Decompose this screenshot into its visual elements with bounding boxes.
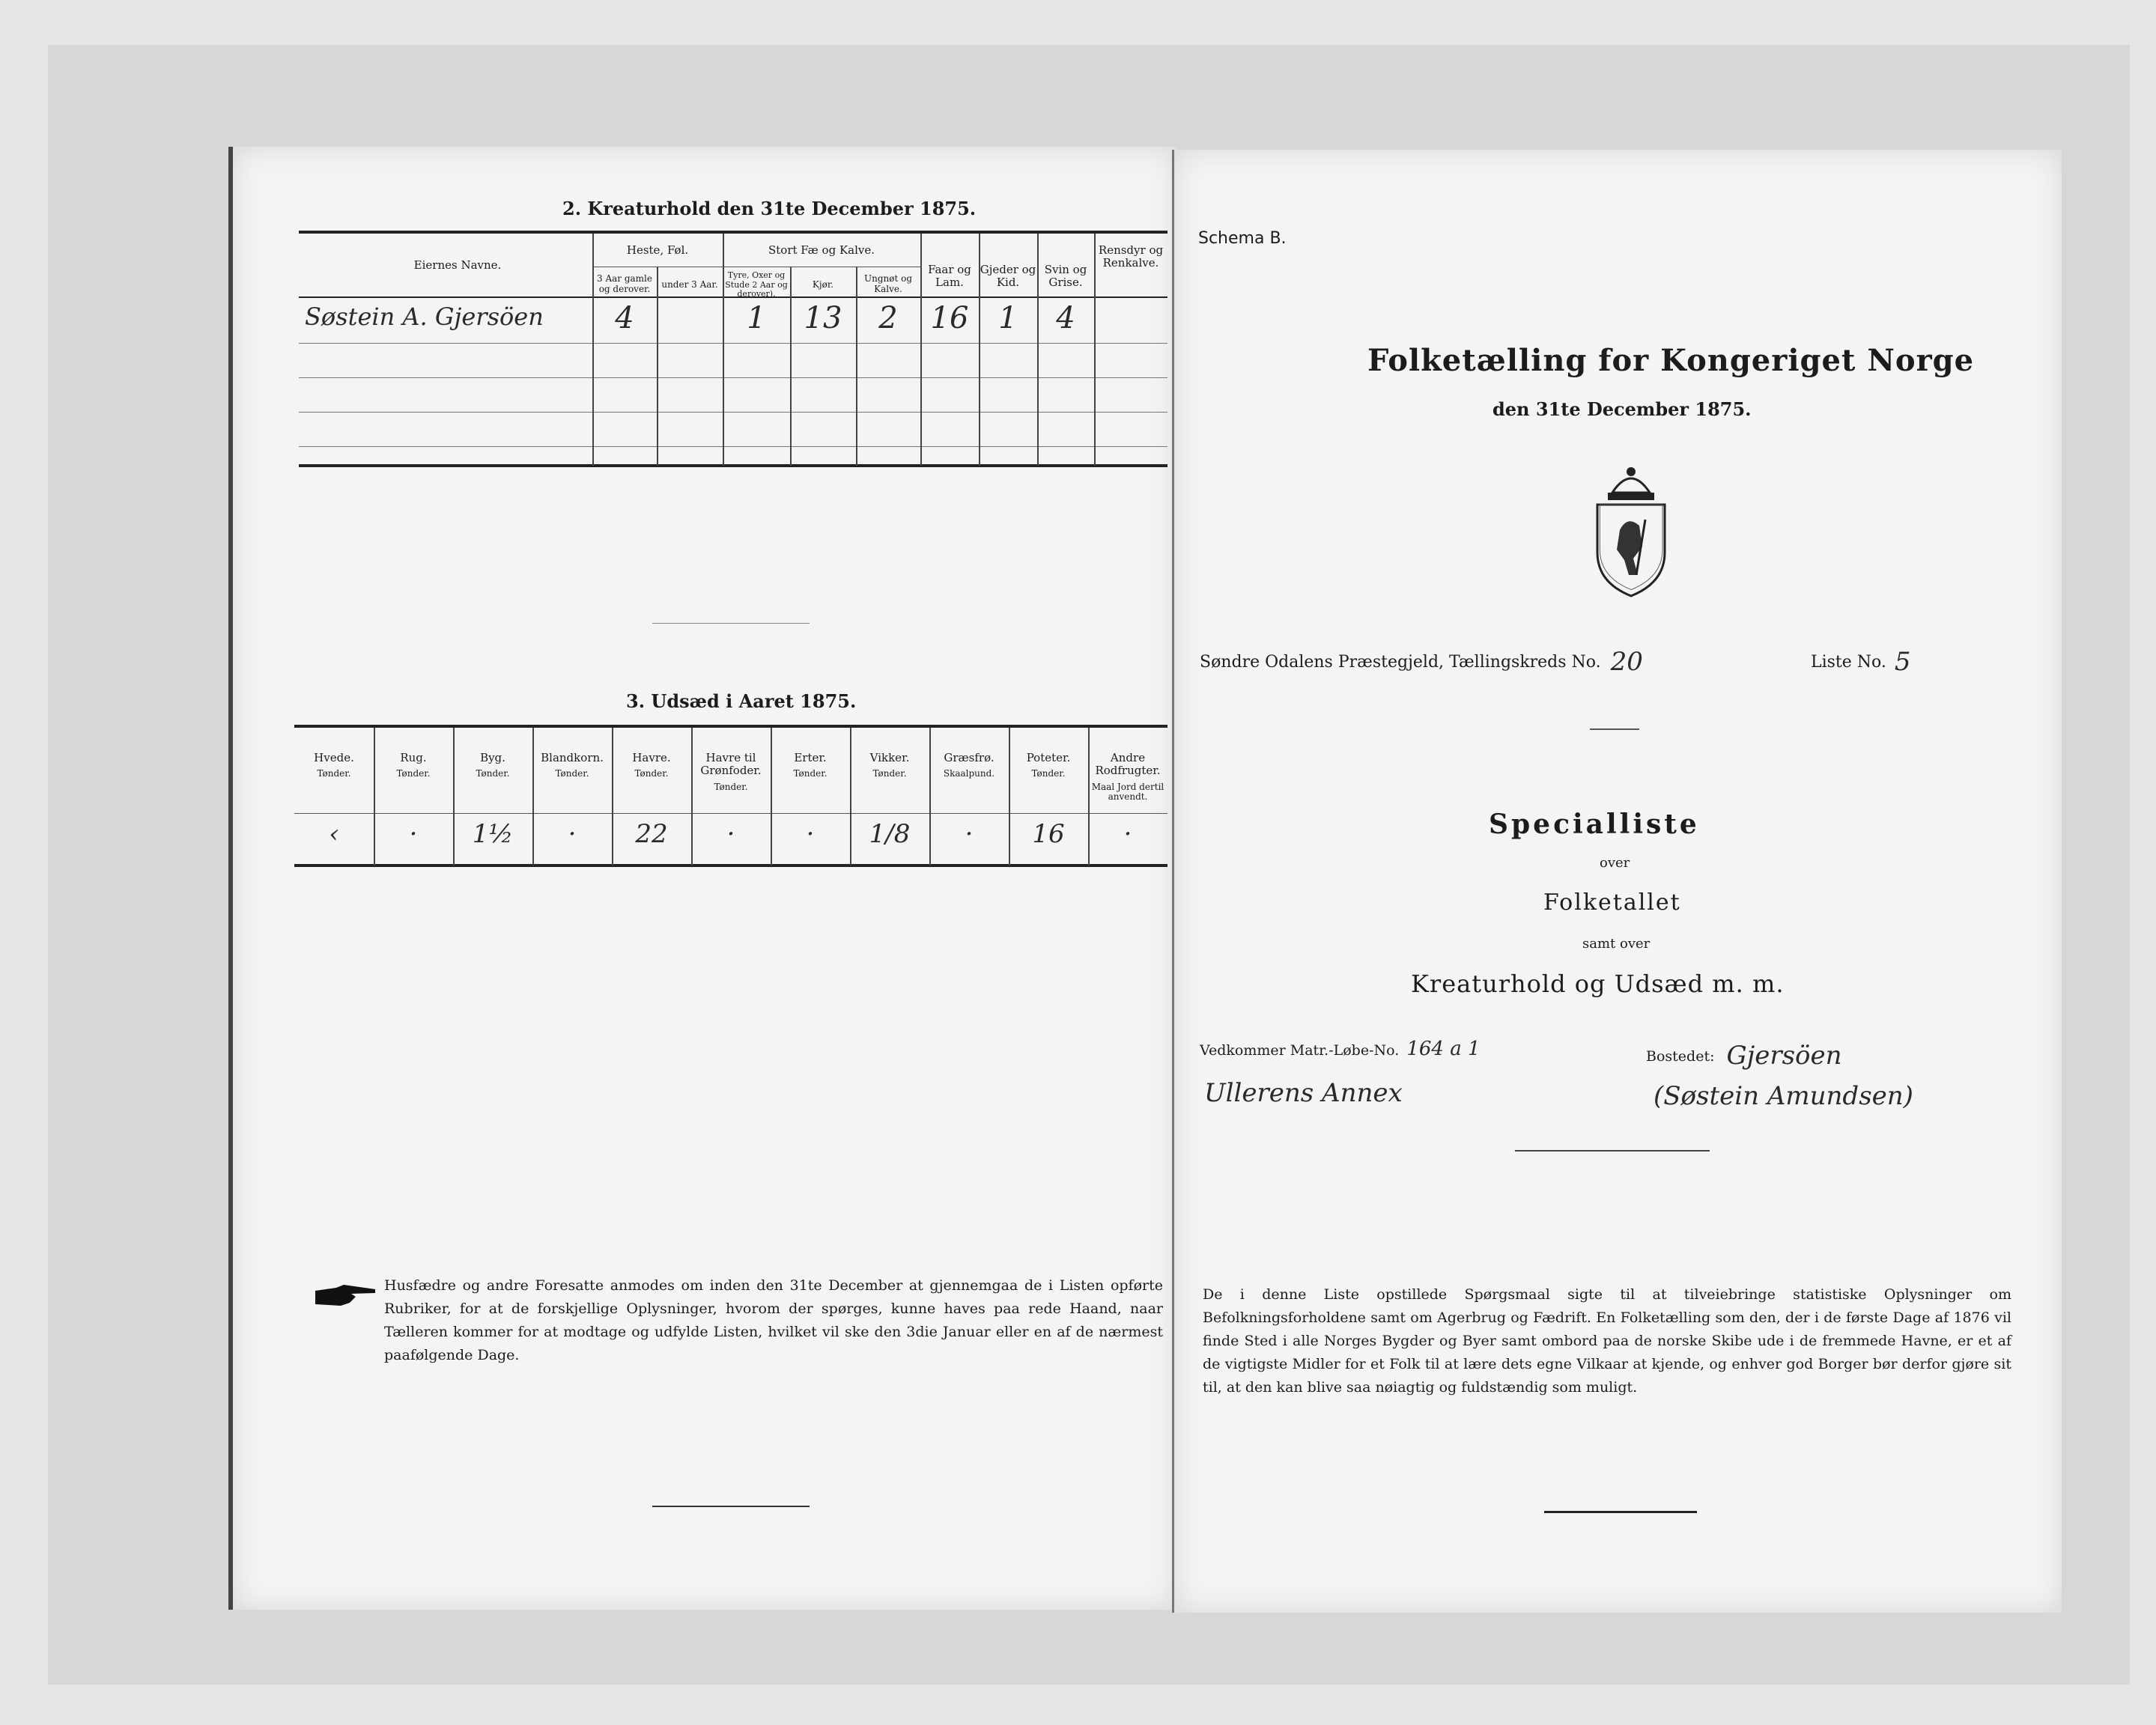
owner-note: (Søstein Amundsen) (1654, 1081, 1913, 1111)
bosted-value: Gjersöen (1726, 1041, 1842, 1071)
udsaed-header-unit: Tønder. (476, 768, 510, 779)
udsaed-header-name: Havre. (632, 751, 671, 764)
udsaed-header-unit: Tønder. (396, 768, 431, 779)
udsaed-header-unit: Tønder. (634, 768, 669, 779)
udsaed-header (1088, 752, 1167, 803)
left-page (228, 147, 1176, 1610)
table3-bottom-rule (294, 864, 1167, 867)
bottom-rule-right (1544, 1511, 1697, 1513)
specialliste-title: Specialliste (1489, 809, 1700, 840)
udsaed-header (612, 752, 691, 779)
schema-label: Schema B. (1198, 229, 1287, 248)
section2-title: 2. Kreaturhold den 31te December 1875. (562, 198, 977, 219)
bottom-rule (652, 1506, 810, 1507)
main-title: Folketælling for Kongeriget Norge (1367, 343, 1975, 378)
kreaturhold-title: Kreaturhold og Udsæd m. m. (1411, 970, 1785, 998)
udsaed-value: · (568, 819, 577, 849)
matr-label: Vedkommer Matr.-Løbe-No. (1200, 1042, 1400, 1059)
udsaed-header-name: Byg. (480, 751, 505, 764)
over-text: over (1600, 855, 1630, 871)
udsaed-header-name: Erter. (794, 751, 827, 764)
udsaed-value: · (409, 819, 418, 849)
short-rule (1590, 728, 1639, 730)
matr-number: 164 a 1 (1406, 1038, 1481, 1060)
matr-line (1200, 1038, 1481, 1060)
district-prefix: Søndre Odalens Præstegjeld, Tællingskreds No. (1200, 653, 1601, 672)
heste-group-header: Heste, Føl. (626, 243, 689, 257)
udsaed-header-unit: Tønder. (317, 768, 351, 779)
right-page (1172, 150, 2062, 1613)
udsaed-header-name: Hvede. (314, 751, 354, 764)
separator-rule (652, 623, 810, 624)
bosted-label: Bostedet: (1646, 1048, 1715, 1065)
udsaed-header-name: Blandkorn. (541, 751, 604, 764)
udsaed-header-name: Andre Rodfrugter. (1095, 751, 1161, 778)
stort-a-value: 1 (747, 301, 766, 335)
stort-b-header: Kjør. (812, 279, 834, 290)
table3-top-rule (294, 725, 1167, 728)
owner-name: Søstein A. Gjersöen (305, 302, 544, 331)
udsaed-header-name: Havre til Grønfoder. (700, 751, 762, 778)
col-divider (856, 267, 857, 466)
samt-over-text: samt over (1582, 936, 1651, 952)
udsaed-header-unit: Skaalpund. (943, 768, 995, 779)
udsaed-value: · (806, 819, 815, 849)
udsaed-value: · (1123, 819, 1132, 849)
col-divider (790, 267, 792, 466)
udsaed-header (771, 752, 850, 779)
udsaed-header (1009, 752, 1088, 779)
rensdyr-header: Rensdyr og Renkalve. (1098, 243, 1164, 270)
udsaed-header (453, 752, 532, 779)
udsaed-header-unit: Tønder. (555, 768, 589, 779)
udsaed-value: 22 (635, 819, 668, 849)
udsaed-header-unit: Tønder. (793, 768, 828, 779)
stort-c-value: 2 (878, 301, 898, 335)
stort-a-header: Tyre, Oxer og Stude 2 Aar og derover). (725, 270, 788, 299)
udsaed-value: 1/8 (869, 819, 911, 849)
liste-number: 5 (1894, 647, 1911, 677)
svin-value: 4 (1056, 301, 1075, 335)
udsaed-header (374, 752, 453, 779)
col-divider (723, 234, 724, 466)
udsaed-header-name: Græsfrø. (944, 751, 995, 764)
udsaed-header (691, 752, 771, 792)
annex-text: Ullerens Annex (1204, 1078, 1403, 1108)
col-divider (657, 267, 658, 466)
stort-group-header: Stort Fæ og Kalve. (768, 243, 875, 257)
udsaed-header-name: Poteter. (1026, 751, 1071, 764)
udsaed-header-unit: Tønder. (1031, 768, 1066, 779)
heste-a-header: 3 Aar gamle og derover. (597, 273, 652, 294)
stort-b-value: 13 (804, 301, 842, 335)
col-divider (592, 234, 594, 466)
norway-coat-of-arms-icon (1590, 463, 1672, 600)
faar-header: Faar og Lam. (928, 263, 971, 290)
stort-c-header: Ungnøt og Kalve. (863, 273, 913, 294)
udsaed-header-name: Rug. (400, 751, 427, 764)
folketallet-text: Folketallet (1543, 889, 1681, 916)
udsaed-header-unit: Maal Jord dertil anvendt. (1091, 781, 1164, 803)
district-number: 20 (1610, 647, 1643, 677)
district-line (1200, 644, 1643, 677)
section3-title: 3. Udsæd i Aaret 1875. (626, 690, 857, 712)
gjeder-header: Gjeder og Kid. (980, 263, 1036, 290)
udsaed-value: ‹ (329, 819, 339, 849)
udsaed-header-unit: Tønder. (714, 781, 748, 792)
svin-header: Svin og Grise. (1044, 263, 1087, 290)
owner-header: Eiernes Navne. (413, 258, 502, 272)
notice-text: Husfædre og andre Foresatte anmodes om inden den 31te December at gjennemgaa de i Listen opførte Rubriker, for at de forskjellige Oplysninger, hvorom der spørges, kunne haves paa rede Haand, naar Tælleren kommer for at modtage og udfylde Listen, hvilket vil ske den 3die Januar eller en af de nærmest paafølgende Dage. (384, 1277, 1163, 1363)
table3-header-rule (294, 813, 1167, 814)
pointing-hand-icon (314, 1280, 378, 1313)
liste-label: Liste No. (1811, 653, 1886, 672)
udsaed-header-name: Vikker. (869, 751, 910, 764)
udsaed-header (294, 752, 374, 779)
gjeder-value: 1 (998, 301, 1018, 335)
liste-line (1811, 644, 1911, 677)
udsaed-value: · (726, 819, 735, 849)
bosted-line (1646, 1038, 1842, 1071)
udsaed-value: 16 (1032, 819, 1065, 849)
udsaed-header-unit: Tønder. (872, 768, 907, 779)
heste-b-header: under 3 Aar. (661, 279, 718, 290)
intro-paragraph: De i denne Liste opstillede Spørgsmaal sigte til at tilveiebringe statistiske Oplysninger om Befolkningsforholdene samt om Agerbrug og Fædrift. En Folketælling som den, der i de første Dage af 1876 vil finde Sted i alle Norges Bygder og Byer samt ombord paa de norske Skibe ude i de fremmede Havne, er et af de vigtigste Midler for et Folk til at lære dets egne Vilkaar at kjende, og enhver god Borger bør derfor gjøre sit til, at den kan blive saa nøiagtig og fuldstændig som muligt. (1203, 1286, 2011, 1396)
udsaed-value: · (965, 819, 974, 849)
udsaed-header (532, 752, 612, 779)
udsaed-header (850, 752, 929, 779)
udsaed-value: 1½ (472, 819, 514, 849)
udsaed-header (929, 752, 1009, 779)
faar-value: 16 (930, 301, 969, 335)
mid-rule (1515, 1150, 1710, 1151)
main-subtitle: den 31te December 1875. (1493, 398, 1752, 420)
heste-a-value: 4 (615, 301, 634, 335)
